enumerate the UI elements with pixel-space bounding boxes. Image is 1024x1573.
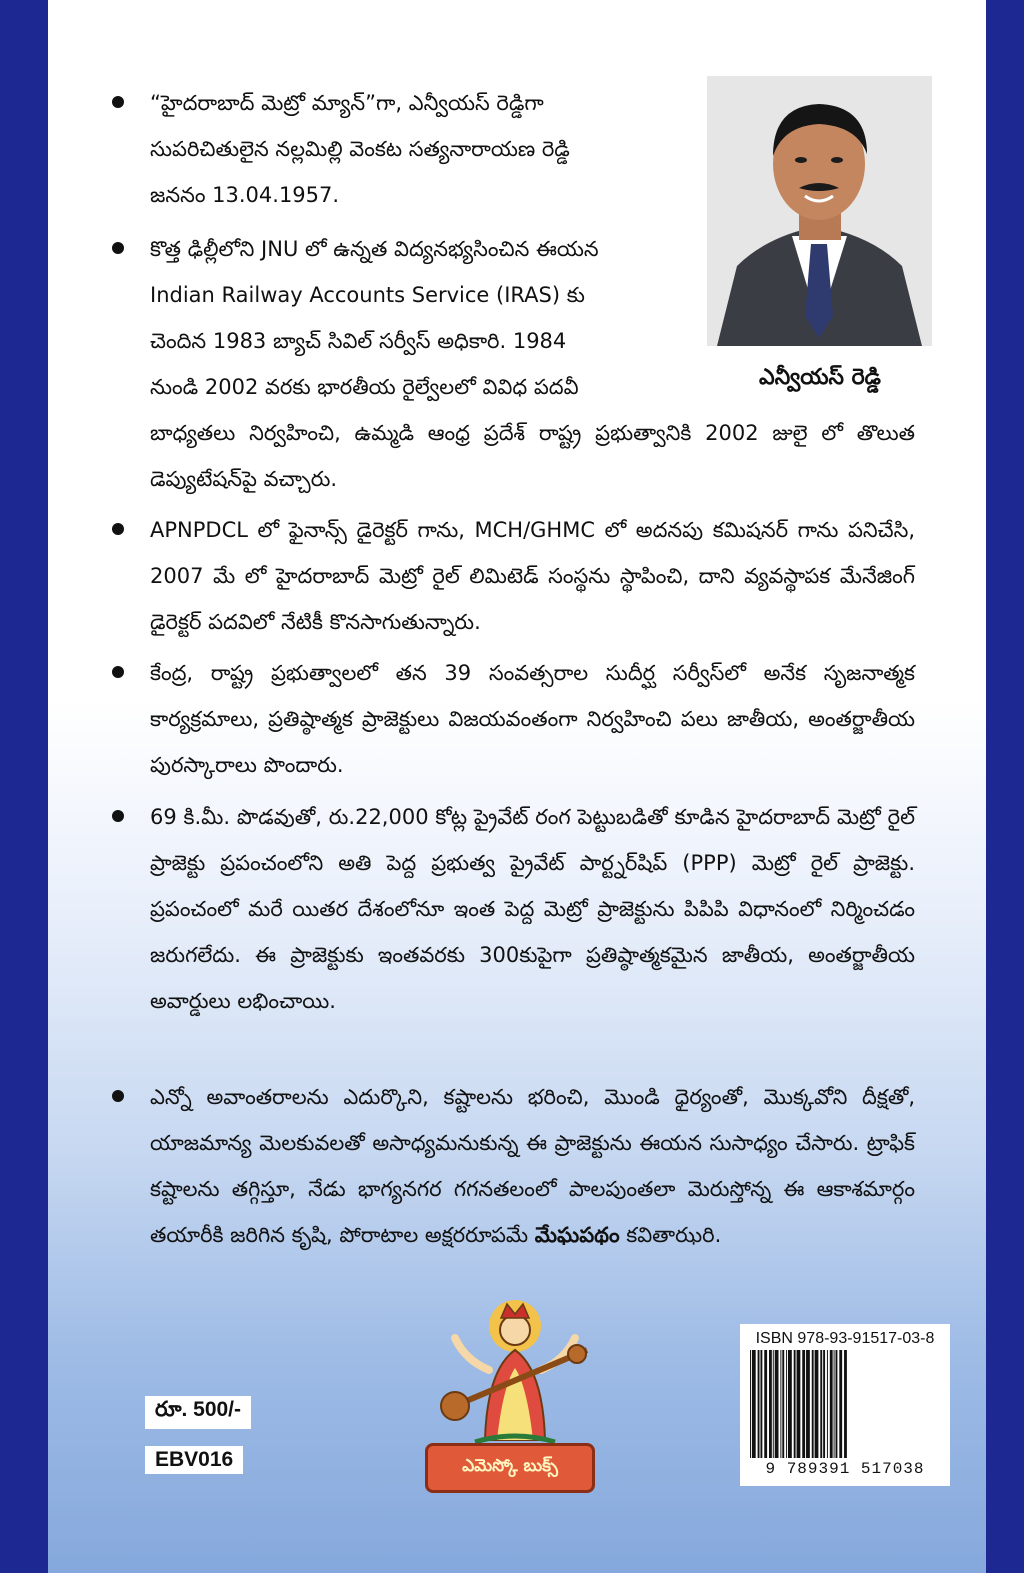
bio-paragraph-3: APNPDCL లో ఫైనాన్స్ డైరెక్టర్ గాను, MCH/GHMC లో అదనపు కమిషనర్ గాను పనిచేసి, 2007 మే లో హైదరాబాద్ మెట్రో రైల్ లిమిటెడ్ సంస్థను స్థాపించి, దాని వ్యవస్థాపక మేనేజింగ్ డైరెక్టర్ పదవిలో నేటికీ కొనసాగుతున్నారు.	[150, 518, 915, 634]
barcode-bar	[780, 1350, 781, 1458]
barcode-bar	[764, 1350, 767, 1458]
barcode-bar	[839, 1350, 842, 1458]
barcode-bar	[760, 1350, 762, 1458]
bio-paragraph-5: 69 కి.మీ. పొడవుతో, రు.22,000 కోట్ల ప్రైవేట్ రంగ పెట్టుబడితో కూడిన హైదరాబాద్ మెట్రో రైల్ ప్రాజెక్టు ప్రపంచంలోని అతి పెద్ద ప్రభుత్వ ప్రైవేట్ పార్ట్నర్‌షిప్ (PPP) మెట్రో రైల్ ప్రాజెక్టు. ప్రపంచంలో మరే యితర దేశంలోనూ ఇంత పెద్ద మెట్రో ప్రాజెక్టును పిపిపి విధానంలో నిర్మించడం జరుగలేదు. ఈ ప్రాజెక్టుకు ఇంతవరకు 300కుపైగా ప్రతిష్ఠాత్మకమైన జాతీయ, అంతర్జాతీయ అవార్డులు లభించాయి.	[150, 805, 915, 1013]
barcode-digits: 9 789391 517038	[765, 1460, 925, 1478]
barcode-bar	[820, 1350, 822, 1458]
barcode-bar	[750, 1350, 751, 1458]
bullet-marker	[112, 666, 124, 678]
barcode-bar	[844, 1350, 847, 1458]
paragraph-line: Indian Railway Accounts Service (IRAS) కు	[150, 283, 585, 307]
barcode-bar	[769, 1350, 772, 1458]
isbn-barcode	[740, 1324, 950, 1486]
barcode-bar	[794, 1350, 796, 1458]
paragraph-line: చెందిన 1983 బ్యాచ్ సివిల్ సర్వీస్ అధికారి. 1984	[150, 329, 567, 353]
bullet-marker	[112, 523, 124, 535]
book-code-tag: EBV016	[145, 1446, 243, 1474]
barcode-bar	[788, 1350, 792, 1458]
paragraph-line: “హైదరాబాద్ మెట్రో మ్యాన్”గా, ఎన్వీయస్ రెడ్డిగా	[150, 91, 544, 115]
barcode-bar	[775, 1350, 779, 1458]
bullet-marker	[112, 810, 124, 822]
paragraph-line: నుండి 2002 వరకు భారతీయ రైల్వేలలో వివిధ పదవీ	[150, 375, 579, 399]
barcode-bar	[802, 1350, 805, 1458]
book-title-emphasis: మేఘపథం	[534, 1223, 620, 1247]
bio-paragraph-1	[150, 80, 660, 218]
isbn-label: ISBN 978-93-91517-03-8	[755, 1330, 935, 1347]
barcode-bar	[834, 1350, 835, 1458]
barcode-bar	[812, 1350, 814, 1458]
paragraph-line: కొత్త ఢిల్లీలోని JNU లో ఉన్నత విద్యనభ్యసించిన ఈయన	[150, 237, 599, 261]
barcode-bar	[752, 1350, 756, 1458]
paragraph-text: కవితాఝరి.	[619, 1223, 722, 1247]
barcode-bar	[786, 1350, 787, 1458]
barcode-bar	[806, 1350, 810, 1458]
bullet-marker	[112, 242, 124, 254]
author-name-caption: ఎన్వీయస్ రెడ్డి	[759, 365, 881, 390]
paragraph-line: జననం 13.04.1957.	[150, 183, 340, 207]
price-tag: రూ. 500/-	[145, 1396, 251, 1429]
publisher-label: ఎమెస్కో బుక్స్	[425, 1443, 595, 1493]
barcode-bar	[823, 1350, 825, 1458]
bio-paragraph-6	[150, 1074, 915, 1258]
barcode-bar	[836, 1350, 838, 1458]
bio-paragraph-2	[150, 226, 915, 502]
barcode-bar	[827, 1350, 828, 1458]
barcode-bar	[815, 1350, 819, 1458]
barcode-bar	[758, 1350, 760, 1458]
paragraph-text: ఎన్నో అవాంతరాలను ఎదుర్కొని, కష్టాలను భరించి, మొండి ధైర్యంతో, మొక్కవోని దీక్షతో, యాజమాన్య మెలకువలతో అసాధ్యమనుకున్న ఈ ప్రాజెక్టును ఈయన సుసాధ్యం చేసారు. ట్రాఫిక్ కష్టాలను తగ్గిస్తూ, నేడు భాగ్యనగర గగనతలంలో పాలపుంతలా మెరుస్తోన్న ఈ ఆకాశమార్గం తయారీకి జరిగిన కృషి, పోరాటాల అక్షరరూపమే	[150, 1085, 915, 1247]
barcode-bar	[830, 1350, 833, 1458]
barcode-bar	[782, 1350, 784, 1458]
bullet-marker	[112, 1090, 124, 1102]
barcode-bars	[746, 1350, 944, 1458]
paragraph-text: బాధ్యతలు నిర్వహించి, ఉమ్మడి ఆంధ్ర ప్రదేశ్ రాష్ట్ర ప్రభుత్వానికి 2002 జులై లో తొలుత డెప్యుటేషన్‌పై వచ్చారు.	[150, 421, 915, 491]
paragraph-line: సుపరిచితులైన నల్లమిల్లి వెంకట సత్యనారాయణ రెడ్డి	[150, 137, 570, 161]
barcode-bar	[773, 1350, 774, 1458]
bio-paragraph-4: కేంద్ర, రాష్ట్ర ప్రభుత్వాలలో తన 39 సంవత్సరాల సుదీర్ఘ సర్వీస్‌లో అనేక సృజనాత్మక కార్యక్రమాలు, ప్రతిష్ఠాత్మక ప్రాజెక్టులు విజయవంతంగా నిర్వహించి పలు జాతీయ, అంతర్జాతీయ పురస్కారాలు పొందారు.	[150, 661, 915, 777]
bullet-marker	[112, 96, 124, 108]
barcode-bar	[797, 1350, 801, 1458]
